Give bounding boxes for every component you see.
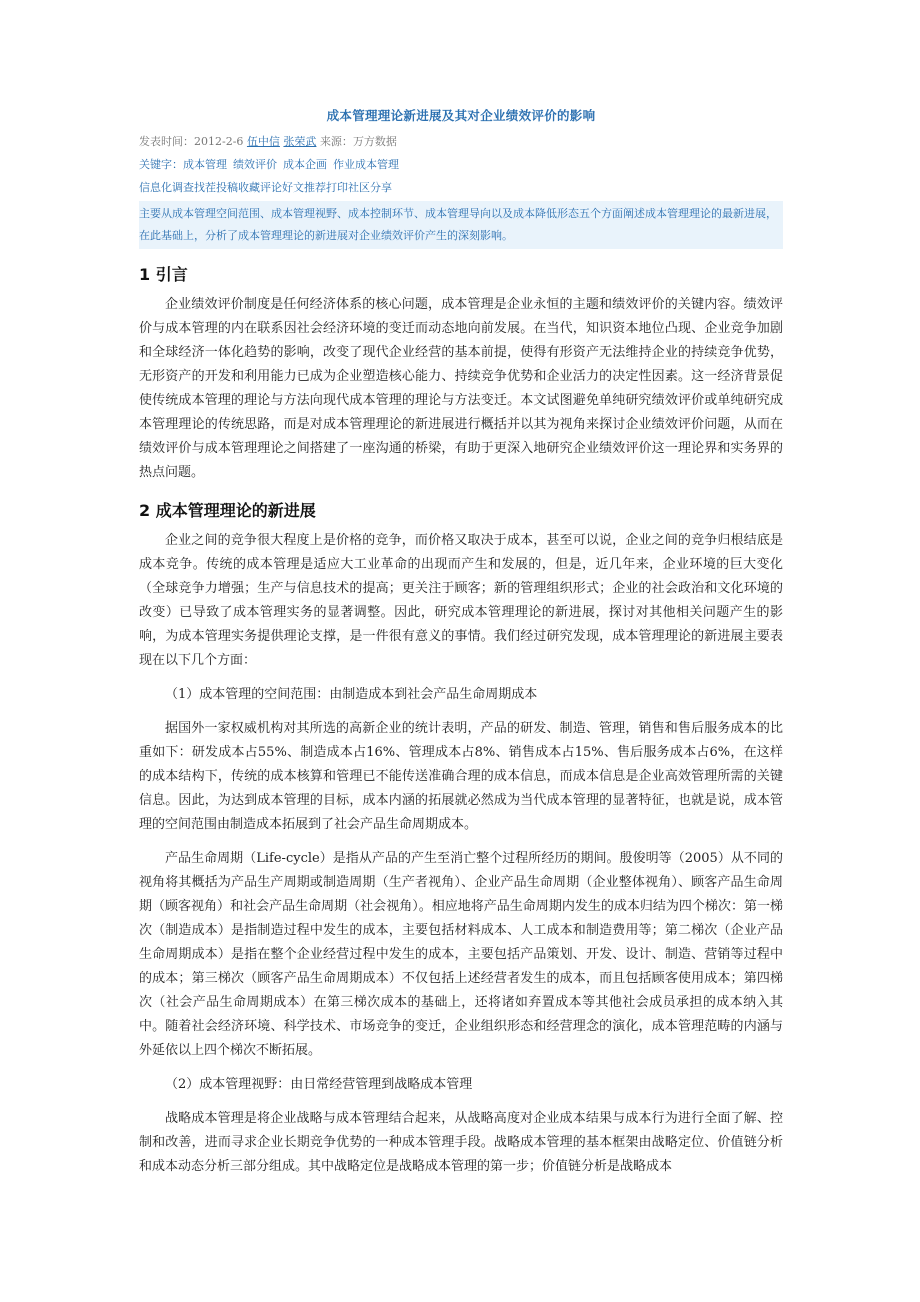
- article-abstract: 主要从成本管理空间范围、成本管理视野、成本控制环节、成本管理导向以及成本降低形态五个方面阐述成本管理理论的最新进展，在此基础上，分析了成本管理理论的新进展对企业绩效评价产生的深刻影响。: [139, 201, 783, 249]
- action-community-link[interactable]: 社区: [348, 181, 370, 194]
- publish-date: 2012-2-6: [194, 135, 244, 148]
- article: [139, 106, 783, 1189]
- section-heading: 2 成本管理理论的新进展: [139, 501, 316, 520]
- source-label: 来源：: [319, 135, 353, 148]
- article-title: 成本管理理论新进展及其对企业绩效评价的影响: [326, 108, 596, 123]
- section-heading: 1 引言: [139, 265, 188, 284]
- paragraph: 企业之间的竞争很大程度上是价格的竞争，而价格又取决于成本，甚至可以说，企业之间的竞争归根结底是成本竞争。传统的成本管理是适应大工业革命的出现而产生和发展的，但是，近几年来，企业环境的巨大变化（全球竞争力增强；生产与信息技术的提高；更关注于顾客；新的管理组织形式；企业的社会政治和文化环境的改变）已导致了成本管理实务的显著调整。因此，研究成本管理理论的新进展，探讨对其他相关问题产生的影响，为成本管理实务提供理论支撑，是一件很有意义的事情。我们经过研究发现，成本管理理论的新进展主要表现在以下几个方面：: [139, 533, 783, 668]
- action-share-link[interactable]: 分享: [370, 181, 392, 194]
- action-comment-link[interactable]: 评论: [260, 181, 282, 194]
- article-meta: [139, 132, 783, 151]
- source-value: 万方数据: [352, 135, 397, 148]
- action-report-link[interactable]: 找茬: [194, 181, 216, 194]
- paragraph: 产品生命周期（Life-cycle）是指从产品的产生至消亡整个过程所经历的期间。殷俊明等（2005）从不同的视角将其概括为产品生产周期或制造周期（生产者视角）、企业产品生命周期（企业整体视角）、顾客产品生命周期（顾客视角）和社会产品生命周期（社会视角）。相应地将产品生命周期内发生的成本归结为四个梯次：第一梯次（制造成本）是指制造过程中发生的成本，主要包括材料成本、人工成本和制造费用等；第二梯次（企业产品生命周期成本）是指在整个企业经营过程中发生的成本，主要包括产品策划、开发、设计、制造、营销等过程中的成本；第三梯次（顾客产品生命周期成本）不仅包括上述经营者发生的成本，而且包括顾客使用成本；第四梯次（社会产品生命周期成本）在第三梯次成本的基础上，还将诸如弃置成本等其他社会成员承担的成本纳入其中。随着社会经济环境、科学技术、市场竞争的变迁，企业组织形态和经营理念的演化，成本管理范畴的内涵与外延依以上四个梯次不断拓展。: [139, 851, 783, 1058]
- keyword-link[interactable]: 绩效评价: [233, 158, 277, 171]
- keyword-link[interactable]: 成本管理: [183, 158, 227, 171]
- subsection-heading: （2）成本管理视野：由日常经营管理到战略成本管理: [165, 1077, 473, 1092]
- subsection-heading: （1）成本管理的空间范围：由制造成本到社会产品生命周期成本: [165, 687, 538, 702]
- action-survey-link[interactable]: 信息化调查: [139, 181, 194, 194]
- publish-time-label: 发表时间：: [139, 135, 194, 148]
- author-link[interactable]: 张荣武: [283, 135, 317, 148]
- article-actions: [139, 178, 783, 197]
- paragraph: 据国外一家权威机构对其所选的高新企业的统计表明，产品的研发、制造、管理，销售和售后服务成本的比重如下：研发成本占55%、制造成本占16%、管理成本占8%、销售成本占15%、售后服务成本占6%，在这样的成本结构下，传统的成本核算和管理已不能传送准确合理的成本信息，而成本信息是企业高效管理所需的关键信息。因此，为达到成本管理的目标，成本内涵的拓展就必然成为当代成本管理的显著特征，也就是说，成本管理的空间范围由制造成本拓展到了社会产品生命周期成本。: [139, 721, 783, 832]
- action-favorite-link[interactable]: 收藏: [238, 181, 260, 194]
- keyword-link[interactable]: 成本企画: [283, 158, 327, 171]
- action-recommend-link[interactable]: 好文推荐: [282, 181, 326, 194]
- keywords-label: 关键字：: [139, 158, 183, 171]
- paragraph: 战略成本管理是将企业战略与成本管理结合起来，从战略高度对企业成本结果与成本行为进行全面了解、控制和改善，进而寻求企业长期竞争优势的一种成本管理手段。战略成本管理的基本框架由战略定位、价值链分析和成本动态分析三部分组成。其中战略定位是战略成本管理的第一步；价值链分析是战略成本: [139, 1111, 783, 1174]
- paragraph: 企业绩效评价制度是任何经济体系的核心问题，成本管理是企业永恒的主题和绩效评价的关键内容。绩效评价与成本管理的内在联系因社会经济环境的变迁而动态地向前发展。在当代，知识资本地位凸现、企业竞争加剧和全球经济一体化趋势的影响，改变了现代企业经营的基本前提，使得有形资产无法维持企业的持续竞争优势，无形资产的开发和利用能力已成为企业塑造核心能力、持续竞争优势和企业活力的决定性因素。这一经济背景促使传统成本管理的理论与方法向现代成本管理的理论与方法变迁。本文试图避免单纯研究绩效评价或单纯研究成本管理理论的传统思路，而是对成本管理理论的新进展进行概括并以其为视角来探讨企业绩效评价问题，从而在绩效评价与成本管理理论之间搭建了一座沟通的桥梁，有助于更深入地研究企业绩效评价这一理论界和实务界的热点问题。: [139, 297, 783, 480]
- keywords-line: [139, 155, 783, 174]
- action-print-link[interactable]: 打印: [326, 181, 348, 194]
- action-submit-link[interactable]: 投稿: [216, 181, 238, 194]
- author-link[interactable]: 伍中信: [246, 135, 280, 148]
- keyword-link[interactable]: 作业成本管理: [333, 158, 399, 171]
